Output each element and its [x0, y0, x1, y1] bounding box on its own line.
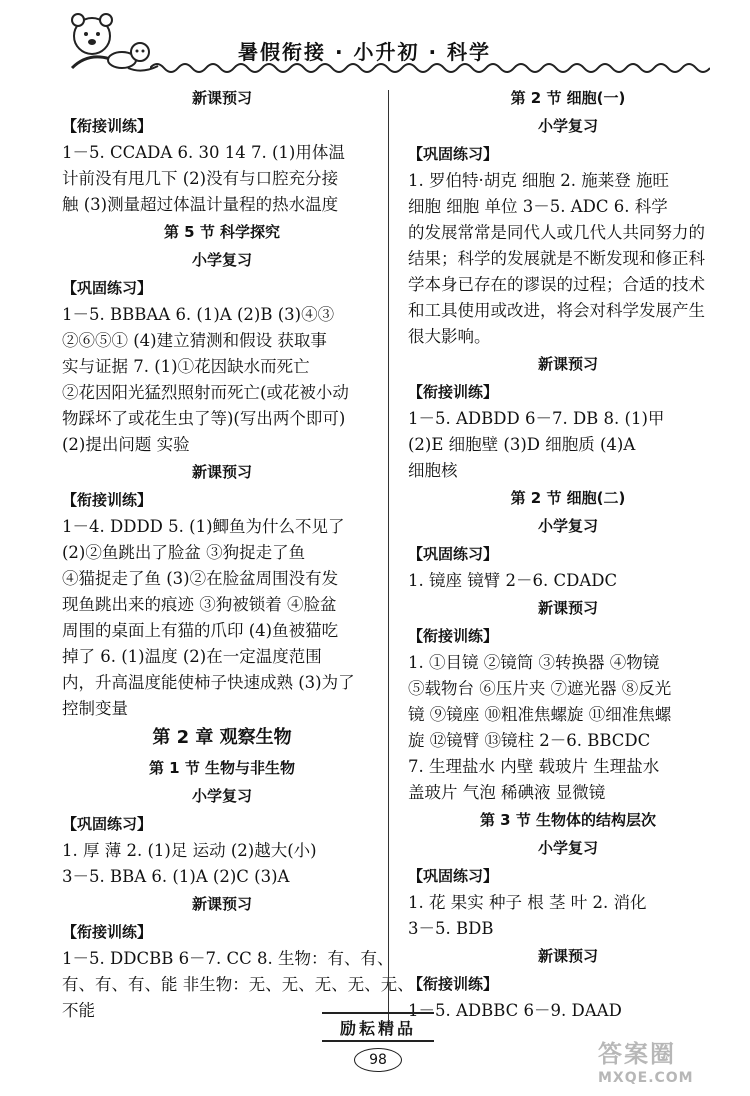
exercise-label: 【巩固练习】	[408, 867, 499, 885]
answer-line: 3－5. BDB	[408, 919, 494, 938]
answer-line: 1－5. DDCBB 6－7. CC 8. 生物：有、有、	[62, 949, 394, 968]
answer-line: 的发展常常是同代人或几代人共同努力的	[408, 223, 705, 242]
section-heading: 小学复习	[537, 839, 598, 857]
right-answer-column	[408, 84, 728, 1024]
answer-line: 7. 生理盐水 内壁 载玻片 生理盐水	[408, 757, 660, 776]
answer-line: 控制变量	[62, 699, 128, 718]
section-heading: 新课预习	[191, 89, 252, 107]
answer-line: ②⑥⑤① (4)建立猜测和假设 获取事	[62, 331, 327, 350]
chapter-heading: 第 2 章 观察生物	[152, 727, 292, 748]
section-heading: 新课预习	[537, 355, 598, 373]
answer-line: 盖玻片 气泡 稀碘液 显微镜	[408, 783, 606, 802]
answer-line: 周围的桌面上有猫的爪印 (4)鱼被猫吃	[62, 621, 339, 640]
answer-line: 1－4. DDDD 5. (1)鲫鱼为什么不见了	[62, 517, 345, 536]
answer-line: ⑤载物台 ⑥压片夹 ⑦遮光器 ⑧反光	[408, 679, 672, 698]
decorative-wave-line	[150, 60, 710, 76]
watermark	[598, 1040, 748, 1094]
bear-mascot-icon	[62, 8, 162, 78]
answer-line: 物踩坏了或花生虫了等)(写出两个即可)	[62, 409, 346, 428]
answer-line: 内，升高温度能使柿子快速成熟 (3)为了	[62, 673, 355, 692]
section-heading: 新课预习	[191, 895, 252, 913]
section-heading: 小学复习	[191, 251, 252, 269]
answer-line: 掉了 6. (1)温度 (2)在一定温度范围	[62, 647, 322, 666]
exercise-label: 【衔接训练】	[408, 627, 499, 645]
answer-line: 1. 镜座 镜臂 2－6. CDADC	[408, 571, 618, 590]
answer-line: 3－5. BBA 6. (1)A (2)C (3)A	[62, 867, 290, 886]
exercise-label: 【衔接训练】	[62, 491, 153, 509]
answer-line: 有、有、有、能 非生物：无、无、无、无、无、	[62, 975, 414, 994]
answer-line: (2)E 细胞壁 (3)D 细胞质 (4)A	[408, 435, 636, 454]
section-heading: 第 3 节 生物体的结构层次	[479, 811, 657, 829]
answer-line: (2)提出问题 实验	[62, 435, 190, 454]
section-heading: 新课预习	[537, 599, 598, 617]
answer-line: 计前没有甩几下 (2)没有与口腔充分接	[62, 169, 339, 188]
section-heading: 小学复习	[537, 517, 598, 535]
answer-line: 1－5. ADBBC 6－9. DAAD	[408, 1001, 622, 1020]
section-heading: 小学复习	[191, 787, 252, 805]
answer-line: 结果；科学的发展就是不断发现和修正科	[408, 249, 705, 268]
exercise-label: 【巩固练习】	[408, 145, 499, 163]
answer-line: 1. 花 果实 种子 根 茎 叶 2. 消化	[408, 893, 647, 912]
answer-line: ②花因阳光猛烈照射而死亡(或花被小动	[62, 383, 349, 402]
exercise-label: 【衔接训练】	[62, 923, 153, 941]
answer-line: (2)②鱼跳出了脸盆 ③狗捉走了鱼	[62, 543, 306, 562]
answer-line: 1. 罗伯特·胡克 细胞 2. 施莱登 施旺	[408, 171, 669, 190]
exercise-label: 【巩固练习】	[62, 279, 153, 297]
section-heading: 第 2 节 细胞(一)	[510, 89, 626, 107]
answer-line: 细胞核	[408, 461, 458, 480]
header-title: 暑假衔接 · 小升初 · 科学	[238, 40, 492, 64]
footer-logo: 励耘精品	[322, 1012, 434, 1042]
exercise-label: 【巩固练习】	[62, 815, 153, 833]
column-divider	[388, 90, 389, 1020]
answer-line: 现鱼跳出来的痕迹 ③狗被锁着 ④脸盆	[62, 595, 337, 614]
answer-line: 1－5. ADBDD 6－7. DB 8. (1)甲	[408, 409, 665, 428]
answer-line: 实与证据 7. (1)①花因缺水而死亡	[62, 357, 310, 376]
answer-line: ④猫捉走了鱼 (3)②在脸盆周围没有发	[62, 569, 339, 588]
answer-line: 触 (3)测量超过体温计量程的热水温度	[62, 195, 339, 214]
answer-line: 不能	[62, 1001, 95, 1020]
answer-line: 学本身已存在的谬误的过程；合适的技术	[408, 275, 705, 294]
section-heading: 小学复习	[537, 117, 598, 135]
answer-line: 和工具使用或改进，将会对科学发展产生	[408, 301, 705, 320]
section-heading: 新课预习	[537, 947, 598, 965]
answer-line: 1. ①目镜 ②镜筒 ③转换器 ④物镜	[408, 653, 660, 672]
answer-line: 镜 ⑨镜座 ⑩粗准焦螺旋 ⑪细准焦螺	[408, 705, 672, 724]
page-header	[0, 0, 750, 82]
page-number: 98	[354, 1048, 402, 1072]
left-answer-column	[62, 84, 414, 1024]
section-heading: 第 1 节 生物与非生物	[148, 759, 296, 777]
section-heading: 第 2 节 细胞(二)	[510, 489, 626, 507]
exercise-label: 【巩固练习】	[408, 545, 499, 563]
answer-line: 旋 ⑫镜臂 ⑬镜柱 2－6. BBCDC	[408, 731, 651, 750]
answer-line: 很大影响。	[408, 327, 491, 346]
section-heading: 新课预习	[191, 463, 252, 481]
exercise-label: 【衔接训练】	[408, 383, 499, 401]
answer-line: 1－5. BBBAA 6. (1)A (2)B (3)④③	[62, 305, 335, 324]
exercise-label: 【衔接训练】	[408, 975, 499, 993]
section-heading: 第 5 节 科学探究	[163, 223, 281, 241]
answer-line: 1. 厚 薄 2. (1)足 运动 (2)越大(小)	[62, 841, 317, 860]
watermark-top-text: 答案圈	[598, 1040, 676, 1068]
exercise-label: 【衔接训练】	[62, 117, 153, 135]
answer-line: 1－5. CCADA 6. 30 14 7. (1)用体温	[62, 143, 345, 162]
answer-line: 细胞 细胞 单位 3－5. ADC 6. 科学	[408, 197, 668, 216]
watermark-bottom-text: MXQE.COM	[598, 1070, 694, 1086]
